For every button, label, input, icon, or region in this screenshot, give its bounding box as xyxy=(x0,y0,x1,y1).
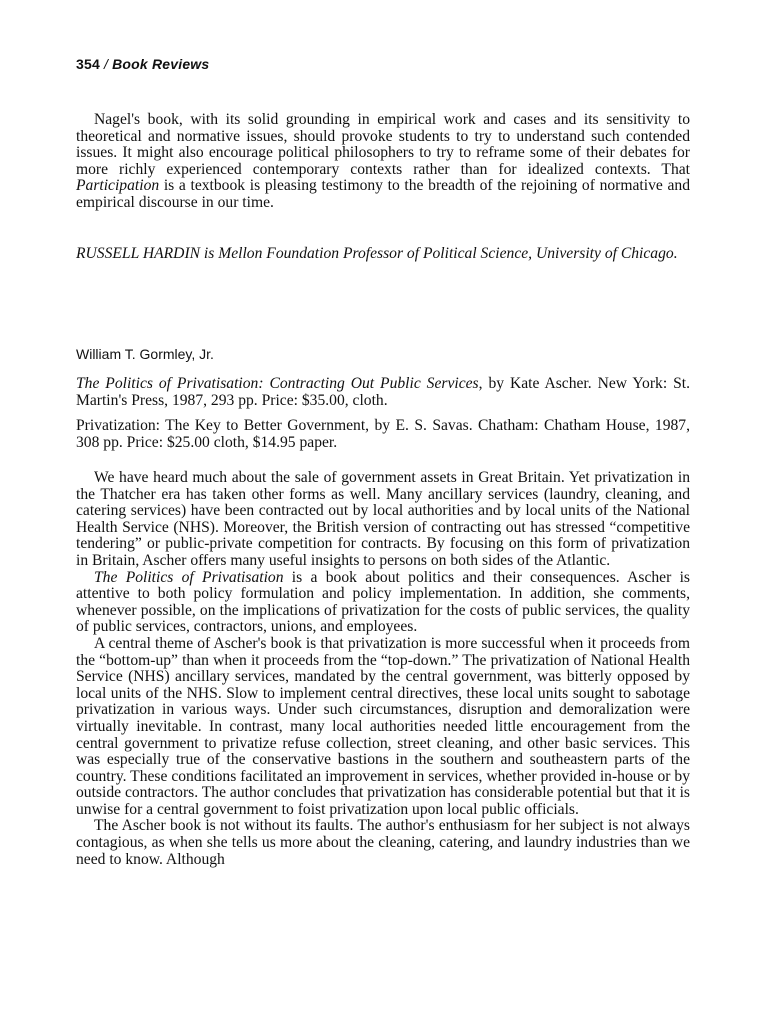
section-title: Book Reviews xyxy=(112,56,210,72)
reviewer-bio: RUSSELL HARDIN is Mellon Foundation Professor of Political Science, University of Chicago. xyxy=(76,245,678,262)
page-number: 354 xyxy=(76,56,100,72)
book-1-details: , by Kate Ascher. New York: St. Martin's Press, 1987, 293 pp. Price: $35.00, cloth. xyxy=(76,375,691,409)
book-citations xyxy=(76,375,690,451)
running-head xyxy=(76,56,209,72)
closing-text-before: Nagel's book, with its solid grounding in empirical work and cases and its sensitivity to theoretical and normative issues, should provoke students to try to understand such contended issues. It might also encourage political philosophers to try to reframe some of their debates for more richly experienced contemporary contexts rather than for idealized contexts. That xyxy=(76,111,690,178)
review-body xyxy=(76,470,690,868)
review-byline xyxy=(76,346,690,362)
review-paragraph-2-text: is a book about politics and their consequences. Ascher is attentive to both policy formulation and policy implementation. In addition, she comments, whenever possible, on the implications of privatization for the costs of public services, the quality of public services, contractors, unions, and employees. xyxy=(76,568,690,636)
running-head-separator: / xyxy=(103,56,109,72)
prior-review-closing xyxy=(76,112,690,212)
book-citation-2 xyxy=(76,417,690,451)
reviewer-name: William T. Gormley, Jr. xyxy=(76,346,214,362)
reviewer-bio-block xyxy=(76,246,690,263)
closing-paragraph xyxy=(76,112,690,212)
review-italic-title: The Politics of Privatisation xyxy=(94,568,284,586)
book-citation-1 xyxy=(76,375,690,409)
review-paragraph-1: We have heard much about the sale of government assets in Great Britain. Yet privatization in the Thatcher era has taken other forms as well. Many ancillary services (laundry, cleaning, and catering services) have been contracted out by local authorities and by local units of the National Health Service (NHS). Moreover, the British version of contracting out has stressed “competitive tendering” or public-private competition for contracts. By focusing on this form of privatization in Britain, Ascher offers many useful insights to persons on both sides of the Atlantic. xyxy=(76,469,690,569)
review-paragraph-3: A central theme of Ascher's book is that privatization is more successful when it proceeds from the “bottom-up” than when it proceeds from the “top-down.” The privatization of National Health Service (NHS) ancillary services, mandated by the central government, was bitterly opposed by local units of the NHS. Slow to implement central directives, these local units sought to sabotage privatization in various ways. Under such circumstances, disruption and demoralization were virtually inevitable. In contrast, many local authorities needed little encouragement from the central government to privatize refuse collection, street cleaning, and other basic services. This was especially true of the conservative bastions in the southern and southeastern parts of the country. These conditions facilitated an improvement in services, whether provided in-house or by outside contractors. The author concludes that privatization has considerable potential but that it is unwise for a central government to foist privatization upon local public officials. xyxy=(76,634,690,818)
closing-italic-title: Participation xyxy=(76,177,160,195)
review-paragraph-4: The Ascher book is not without its faults. The author's enthusiasm for her subject is not always contagious, as when she tells us more about the cleaning, catering, and laundry industries than we need to know. Although xyxy=(76,817,690,868)
closing-text-after: is a textbook is pleasing testimony to the breadth of the rejoining of normative and empirical discourse in our time. xyxy=(76,177,690,211)
book-1-title: The Politics of Privatisation: Contracting Out Public Services xyxy=(76,375,479,392)
book-2-details: Privatization: The Key to Better Government, by E. S. Savas. Chatham: Chatham House, 1987, 308 pp. Price: $25.00 cloth, $14.95 paper. xyxy=(76,417,690,451)
review-paragraph-2 xyxy=(76,570,690,636)
